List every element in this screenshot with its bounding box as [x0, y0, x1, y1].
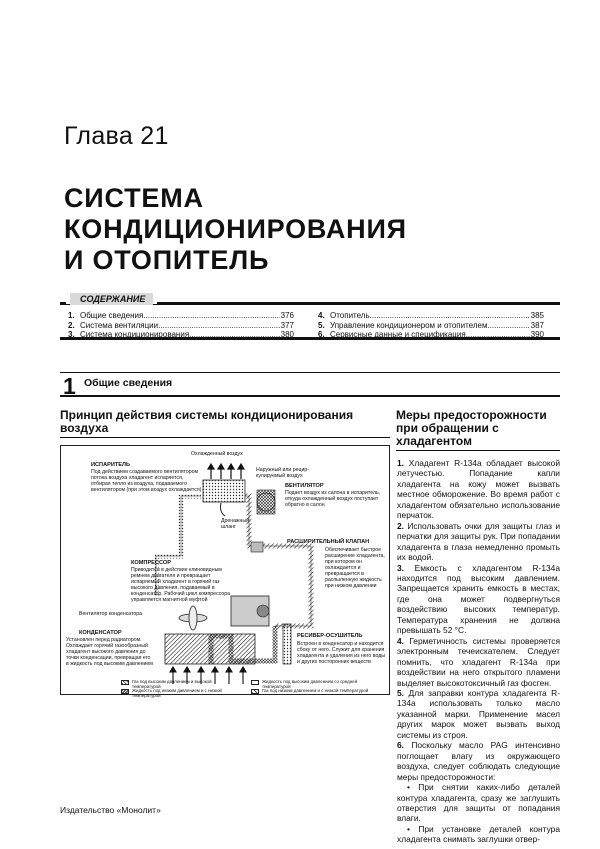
- receiver-desc: Встроен в конденсатор и находится сбоку от него. Служит для хранения хладагента и удаления из него воды и других посторонних веществ: [297, 641, 385, 665]
- condenser-fan-shape: [179, 606, 207, 630]
- compressor-title: КОМПРЕССОР: [131, 560, 171, 566]
- title-line-2: КОНДИЦИОНИРОВАНИЯ: [64, 214, 407, 244]
- precautions-text: [397, 458, 560, 845]
- precautions-heading: Меры предосторожности при обращении с хладагентом: [396, 408, 547, 448]
- table-of-contents: [60, 294, 560, 340]
- condenser-desc: Установлен перед радиатором. Охлаждает горячий газообразный хладагент высокого давления до точки конденсации, превращая его в жидкость под высоким давлением: [66, 637, 153, 667]
- receiver-drier-shape: [283, 624, 291, 664]
- ac-system-diagram: [60, 445, 390, 698]
- legend-swatch-high-liquid: [251, 680, 259, 685]
- fan-desc: Подает воздух из салона в испаритель, откуда охлажденный воздух поступает обратно в салон: [285, 490, 381, 508]
- toc-heading: СОДЕРЖАНИЕ: [66, 294, 157, 304]
- evaporator-shape: [203, 480, 245, 502]
- bullet-item: • При снятии каких-либо деталей контура хладагента, сразу же заглушить отверстия для защиты от попадания влаги.: [397, 782, 560, 824]
- paragraph: 1. Хладагент R-134a обладает высокой летучестью. Попадание капли хладагента на кожу может вызвать местное обморожение. Во время работ с хладагентом обязательно использование перчаток.: [397, 458, 561, 521]
- valve-desc: Обеспечивает быстрое расширение хладагента, при котором он охлаждается и превращается в распыленную жидкость при низком давлении: [325, 547, 385, 589]
- toc-entry[interactable]: 1. Общие сведения ..... 376: [68, 311, 294, 321]
- drain-label: Дренажный шланг: [221, 518, 249, 530]
- toc-right-column: [318, 311, 544, 340]
- section-number: 1: [63, 373, 76, 399]
- paragraph: 2. Использовать очки для защиты глаз и перчатки для защиты рук. При попадании хладагента в глаза немедленно промыть их водой.: [397, 520, 561, 563]
- title-line-3: И ОТОПИТЕЛЬ: [64, 245, 270, 275]
- legend-swatch-low-liquid: [121, 689, 129, 694]
- evaporator-title: ИСПАРИТЕЛЬ: [91, 462, 130, 468]
- toc-left-column: [68, 311, 294, 340]
- legend-swatch-low-gas: [251, 689, 259, 694]
- evaporator-desc: Под действием создаваемого вентилятором потока воздуха хладагент испаряется, отбирая тепло из воздуха, подаваемого вентилятором (при этом воздух охлаждается): [91, 469, 202, 493]
- legend-low-liquid: Жидкость под низким давлением и с низкой температурой: [132, 688, 222, 698]
- bullet-item: • При установке деталей контура хладагента снимать заглушки отвер-: [397, 823, 560, 845]
- condenser-fan-label: Вентилятор конденсатора: [79, 611, 143, 617]
- drain-hose: [221, 503, 226, 516]
- paragraph: 3. Емкость с хладагентом R-134a находится под высоким давлением. Запрещается хранить емкость в местах, где она может подвергнуться воздействию высоких температур. Температура хранения не должна превышать 52 °С.: [397, 562, 560, 636]
- toc-entry[interactable]: 2. Система вентиляции ..... 377: [68, 321, 294, 331]
- section-title: Общие сведения: [84, 377, 173, 389]
- expansion-valve-shape: [251, 542, 263, 552]
- cool-air-label: Охлажденный воздух: [191, 451, 243, 457]
- condenser-title: КОНДЕНСАТОР: [79, 630, 122, 636]
- heading-rule: [60, 437, 390, 438]
- compressor-desc: Приводится в действие клиновидным ремнем двигателя и превращает испаряемый хладагент в горячий газ высокого давления, подаваемый в конденсатор. Рабочий цикл компрессора управляется магнитной муфтой: [131, 567, 230, 603]
- toc-entry[interactable]: 3. Система кондиционирования ..... 380: [68, 330, 294, 340]
- cool-air-arrows: [208, 464, 244, 479]
- legend-low-gas: Газ под низким давлением и с низкой температурой: [262, 688, 369, 693]
- legend-swatch-high-gas: [121, 680, 129, 685]
- receiver-title: РЕСИВЕР-ОСУШИТЕЛЬ: [297, 633, 363, 639]
- chapter-label: Глава 21: [64, 122, 169, 150]
- legend-high-liquid: Жидкость под высоким давлением со средней температурой: [262, 679, 358, 689]
- diagram-legend: [121, 679, 381, 698]
- diagram-heading: Принцип действия системы кондиционирования воздуха: [60, 408, 354, 435]
- heading-rule: [396, 450, 560, 451]
- publisher-footer: Издательство «Монолит»: [60, 805, 161, 815]
- paragraph: 5. Для заправки контура хладагента R-134a использовать только масло указанной марки. Применение масел других марок может вызвать выход системы из строя.: [397, 687, 560, 740]
- toc-entry[interactable]: 6. Сервисные данные и спецификация ..... 390: [318, 330, 544, 340]
- valve-title: РАСШИРИТЕЛЬНЫЙ КЛАПАН: [287, 539, 370, 545]
- condenser-shape: [165, 634, 255, 664]
- section-header: [60, 372, 560, 397]
- legend-high-gas: Газ под высоким давлением и высокой температурой: [132, 679, 212, 689]
- toc-entry[interactable]: 4. Отопитель ..... 385: [318, 311, 544, 321]
- paragraph: 6. Поскольку масло PAG интенсивно поглощает влагу из окружающего воздуха, следует соблюдать следующие меры предосторожности:: [397, 740, 560, 782]
- paragraph: 4. Герметичность системы проверяется электронным течеискателем. Следует помнить, что хладагент R-134a при воздействии на него открытого пламени выделяет высокотоксичный газ фосген.: [397, 635, 560, 688]
- fan-title: ВЕНТИЛЯТОР: [285, 483, 324, 489]
- chapter-title: [64, 183, 407, 276]
- title-line-1: СИСТЕМА: [64, 183, 204, 213]
- toc-entry[interactable]: 5. Управление кондиционером и отопителем ..... 387: [318, 321, 544, 331]
- outside-air-label: Наружный или рецир-кулируемый воздух: [256, 467, 310, 479]
